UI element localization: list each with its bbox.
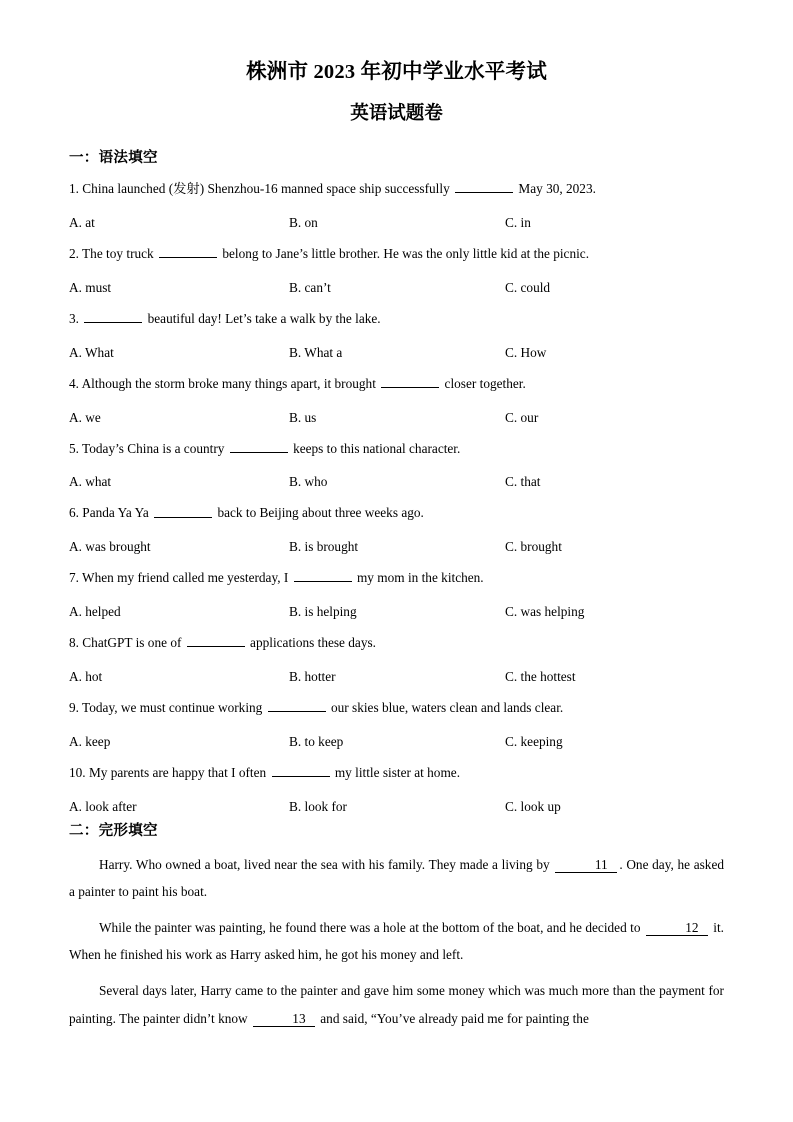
numbered-blank[interactable]: 11 xyxy=(555,858,617,873)
question-stem-pre: 9. Today, we must continue working xyxy=(69,700,266,716)
option-a[interactable]: A. we xyxy=(69,409,101,425)
question-item xyxy=(69,362,724,427)
question-item xyxy=(69,232,724,297)
option-a[interactable]: A. hot xyxy=(69,668,103,684)
question-stem xyxy=(69,751,724,782)
answer-blank[interactable] xyxy=(272,764,330,777)
option-b[interactable]: B. is helping xyxy=(289,604,357,620)
option-b[interactable]: B. who xyxy=(289,474,328,490)
option-a[interactable]: A. look after xyxy=(69,798,137,814)
paragraph-text-pre: While the painter was painting, he found there was a hole at the bottom of the boat, and he decided to xyxy=(99,920,644,936)
page-title: 株洲市 2023 年初中学业水平考试 xyxy=(246,61,547,83)
answer-blank[interactable] xyxy=(455,180,513,193)
option-b[interactable]: B. us xyxy=(289,409,317,425)
question-stem xyxy=(69,362,724,393)
option-b[interactable]: B. on xyxy=(289,214,318,230)
question-stem-pre: 4. Although the storm broke many things apart, it brought xyxy=(69,375,380,391)
question-item xyxy=(69,556,724,621)
question-item xyxy=(69,297,724,362)
question-options xyxy=(69,522,724,556)
answer-blank[interactable] xyxy=(159,245,217,258)
question-item xyxy=(69,621,724,686)
paragraph-text-post: it. When he finished his work as Harry asked him, he got his money and left. xyxy=(69,920,724,963)
option-c[interactable]: C. could xyxy=(505,279,551,295)
question-options xyxy=(69,782,724,816)
paragraph-text-pre: Harry. Who owned a boat, lived near the sea with his family. They made a living by xyxy=(99,856,554,872)
question-stem-post: belong to Jane’s little brother. He was the only little kid at the picnic. xyxy=(219,246,590,262)
option-c[interactable]: C. the hottest xyxy=(505,668,576,684)
question-item xyxy=(69,491,724,556)
question-options xyxy=(69,393,724,427)
option-c[interactable]: C. brought xyxy=(505,539,562,555)
question-stem-pre: 6. Panda Ya Ya xyxy=(69,505,153,521)
question-item xyxy=(69,751,724,816)
answer-blank[interactable] xyxy=(381,375,439,388)
question-stem-pre: 5. Today’s China is a country xyxy=(69,440,228,456)
question-stem xyxy=(69,491,724,522)
option-a[interactable]: A. what xyxy=(69,474,112,490)
question-stem xyxy=(69,297,724,328)
question-item xyxy=(69,167,724,232)
question-stem-post: applications these days. xyxy=(246,635,376,651)
question-stem-post: beautiful day! Let’s take a walk by the lake. xyxy=(144,311,381,327)
page-subtitle: 英语试题卷 xyxy=(350,103,443,124)
question-options xyxy=(69,328,724,362)
option-c[interactable]: C. that xyxy=(505,474,541,490)
option-b[interactable]: B. to keep xyxy=(289,733,344,749)
question-stem-pre: 2. The toy truck xyxy=(69,246,158,262)
question-stem-pre: 8. ChatGPT is one of xyxy=(69,635,185,651)
page-content xyxy=(69,0,724,1032)
option-c[interactable]: C. keeping xyxy=(505,733,563,749)
question-stem-pre: 1. China launched (发射) Shenzhou-16 manned space ship successfully xyxy=(69,181,454,197)
option-b[interactable]: B. hotter xyxy=(289,668,336,684)
answer-blank[interactable] xyxy=(84,310,142,323)
question-stem-pre: 3. xyxy=(69,311,83,327)
option-c[interactable]: C. was helping xyxy=(505,604,585,620)
question-options xyxy=(69,263,724,297)
answer-blank[interactable] xyxy=(154,504,212,517)
question-stem-post: my mom in the kitchen. xyxy=(353,570,484,586)
option-b[interactable]: B. can’t xyxy=(289,279,331,295)
answer-blank[interactable] xyxy=(268,699,326,712)
numbered-blank[interactable]: 13 xyxy=(253,1012,315,1027)
paragraph-text-pre: Several days later, Harry came to the painter and gave him some money which was much more than the payment for painting. The painter didn’t know xyxy=(69,983,724,1026)
option-c[interactable]: C. look up xyxy=(505,798,561,814)
question-stem-post: my little sister at home. xyxy=(331,764,461,780)
answer-blank[interactable] xyxy=(230,440,288,453)
question-stem xyxy=(69,167,724,198)
option-c[interactable]: C. our xyxy=(505,409,539,425)
option-a[interactable]: A. keep xyxy=(69,733,111,749)
question-stem xyxy=(69,556,724,587)
question-stem xyxy=(69,232,724,263)
question-stem-post: our skies blue, waters clean and lands clear. xyxy=(327,700,564,716)
question-stem-pre: 7. When my friend called me yesterday, I xyxy=(69,570,292,586)
option-a[interactable]: A. must xyxy=(69,279,112,295)
question-stem-pre: 10. My parents are happy that I often xyxy=(69,764,270,780)
option-c[interactable]: C. in xyxy=(505,214,531,230)
question-stem-post: May 30, 2023. xyxy=(515,181,596,197)
option-a[interactable]: A. helped xyxy=(69,604,121,620)
option-a[interactable]: A. was brought xyxy=(69,539,151,555)
paragraph-text-post: . One day, he asked a painter to paint his boat. xyxy=(69,856,724,900)
question-stem-post: keeps to this national character. xyxy=(289,440,461,456)
question-stem-post: closer together. xyxy=(441,375,526,391)
question-stem xyxy=(69,621,724,652)
passage-paragraph xyxy=(69,905,724,968)
question-list-grammar xyxy=(69,167,724,815)
question-options xyxy=(69,457,724,491)
option-b[interactable]: B. What a xyxy=(289,344,343,360)
option-a[interactable]: A. at xyxy=(69,214,95,230)
answer-blank[interactable] xyxy=(294,569,352,582)
numbered-blank[interactable]: 12 xyxy=(646,921,708,936)
paragraph-text-post: and said, “You’ve already paid me for painting the xyxy=(316,1010,589,1026)
section-heading-grammar: 一：语法填空 xyxy=(69,149,158,166)
option-c[interactable]: C. How xyxy=(505,344,547,360)
question-stem xyxy=(69,427,724,458)
question-item xyxy=(69,686,724,751)
question-options xyxy=(69,587,724,621)
option-a[interactable]: A. What xyxy=(69,344,114,360)
section-heading-cloze: 二：完形填空 xyxy=(69,822,158,839)
question-stem xyxy=(69,686,724,717)
question-options xyxy=(69,717,724,751)
passage-paragraph xyxy=(69,840,724,905)
question-stem-post: back to Beijing about three weeks ago. xyxy=(214,505,424,521)
answer-blank[interactable] xyxy=(187,634,245,647)
passage-paragraph xyxy=(69,968,724,1031)
question-options xyxy=(69,652,724,686)
question-item xyxy=(69,427,724,492)
option-b[interactable]: B. look for xyxy=(289,798,347,814)
cloze-passage xyxy=(69,840,724,1032)
option-b[interactable]: B. is brought xyxy=(289,539,359,555)
question-options xyxy=(69,198,724,232)
